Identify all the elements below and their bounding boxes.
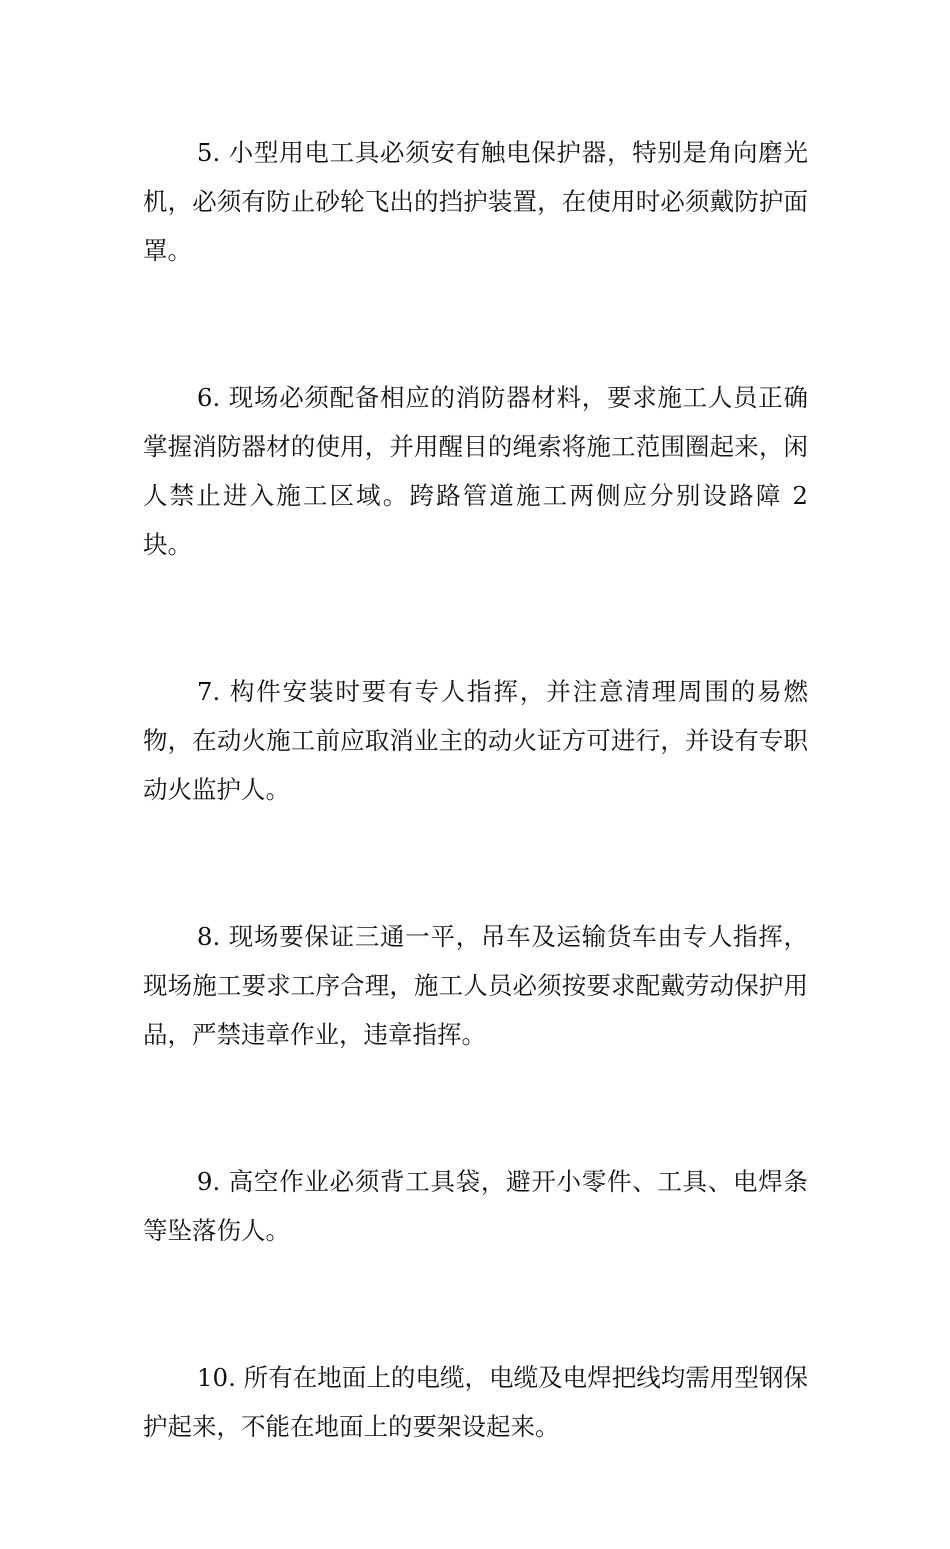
paragraph-item-9: 9. 高空作业必须背工具袋，避开小零件、工具、电焊条等坠落伤人。 xyxy=(143,1167,808,1245)
paragraph-item-5: 5. 小型用电工具必须安有触电保护器，特别是角向磨光机，必须有防止砂轮飞出的挡护装置，在使用时必须戴防护面罩。 xyxy=(143,138,808,265)
document-body xyxy=(143,128,808,1549)
paragraph-item-6: 6. 现场必须配备相应的消防器材料，要求施工人员正确掌握消防器材的使用，并用醒目的绳索将施工范围圈起来，闲人禁止进入施工区域。跨路管道施工两侧应分别设路障 2 块。 xyxy=(143,383,808,559)
paragraph-item-10: 10. 所有在地面上的电缆，电缆及电焊把线均需用型钢保护起来，不能在地面上的要架设起来。 xyxy=(143,1363,808,1441)
paragraph-item-8: 8. 现场要保证三通一平，吊车及运输货车由专人指挥，现场施工要求工序合理，施工人员必须按要求配戴劳动保护用品，严禁违章作业，违章指挥。 xyxy=(143,922,808,1049)
paragraph-item-7: 7. 构件安装时要有专人指挥，并注意清理周围的易燃物，在动火施工前应取消业主的动火证方可进行，并设有专职动火监护人。 xyxy=(143,677,808,804)
